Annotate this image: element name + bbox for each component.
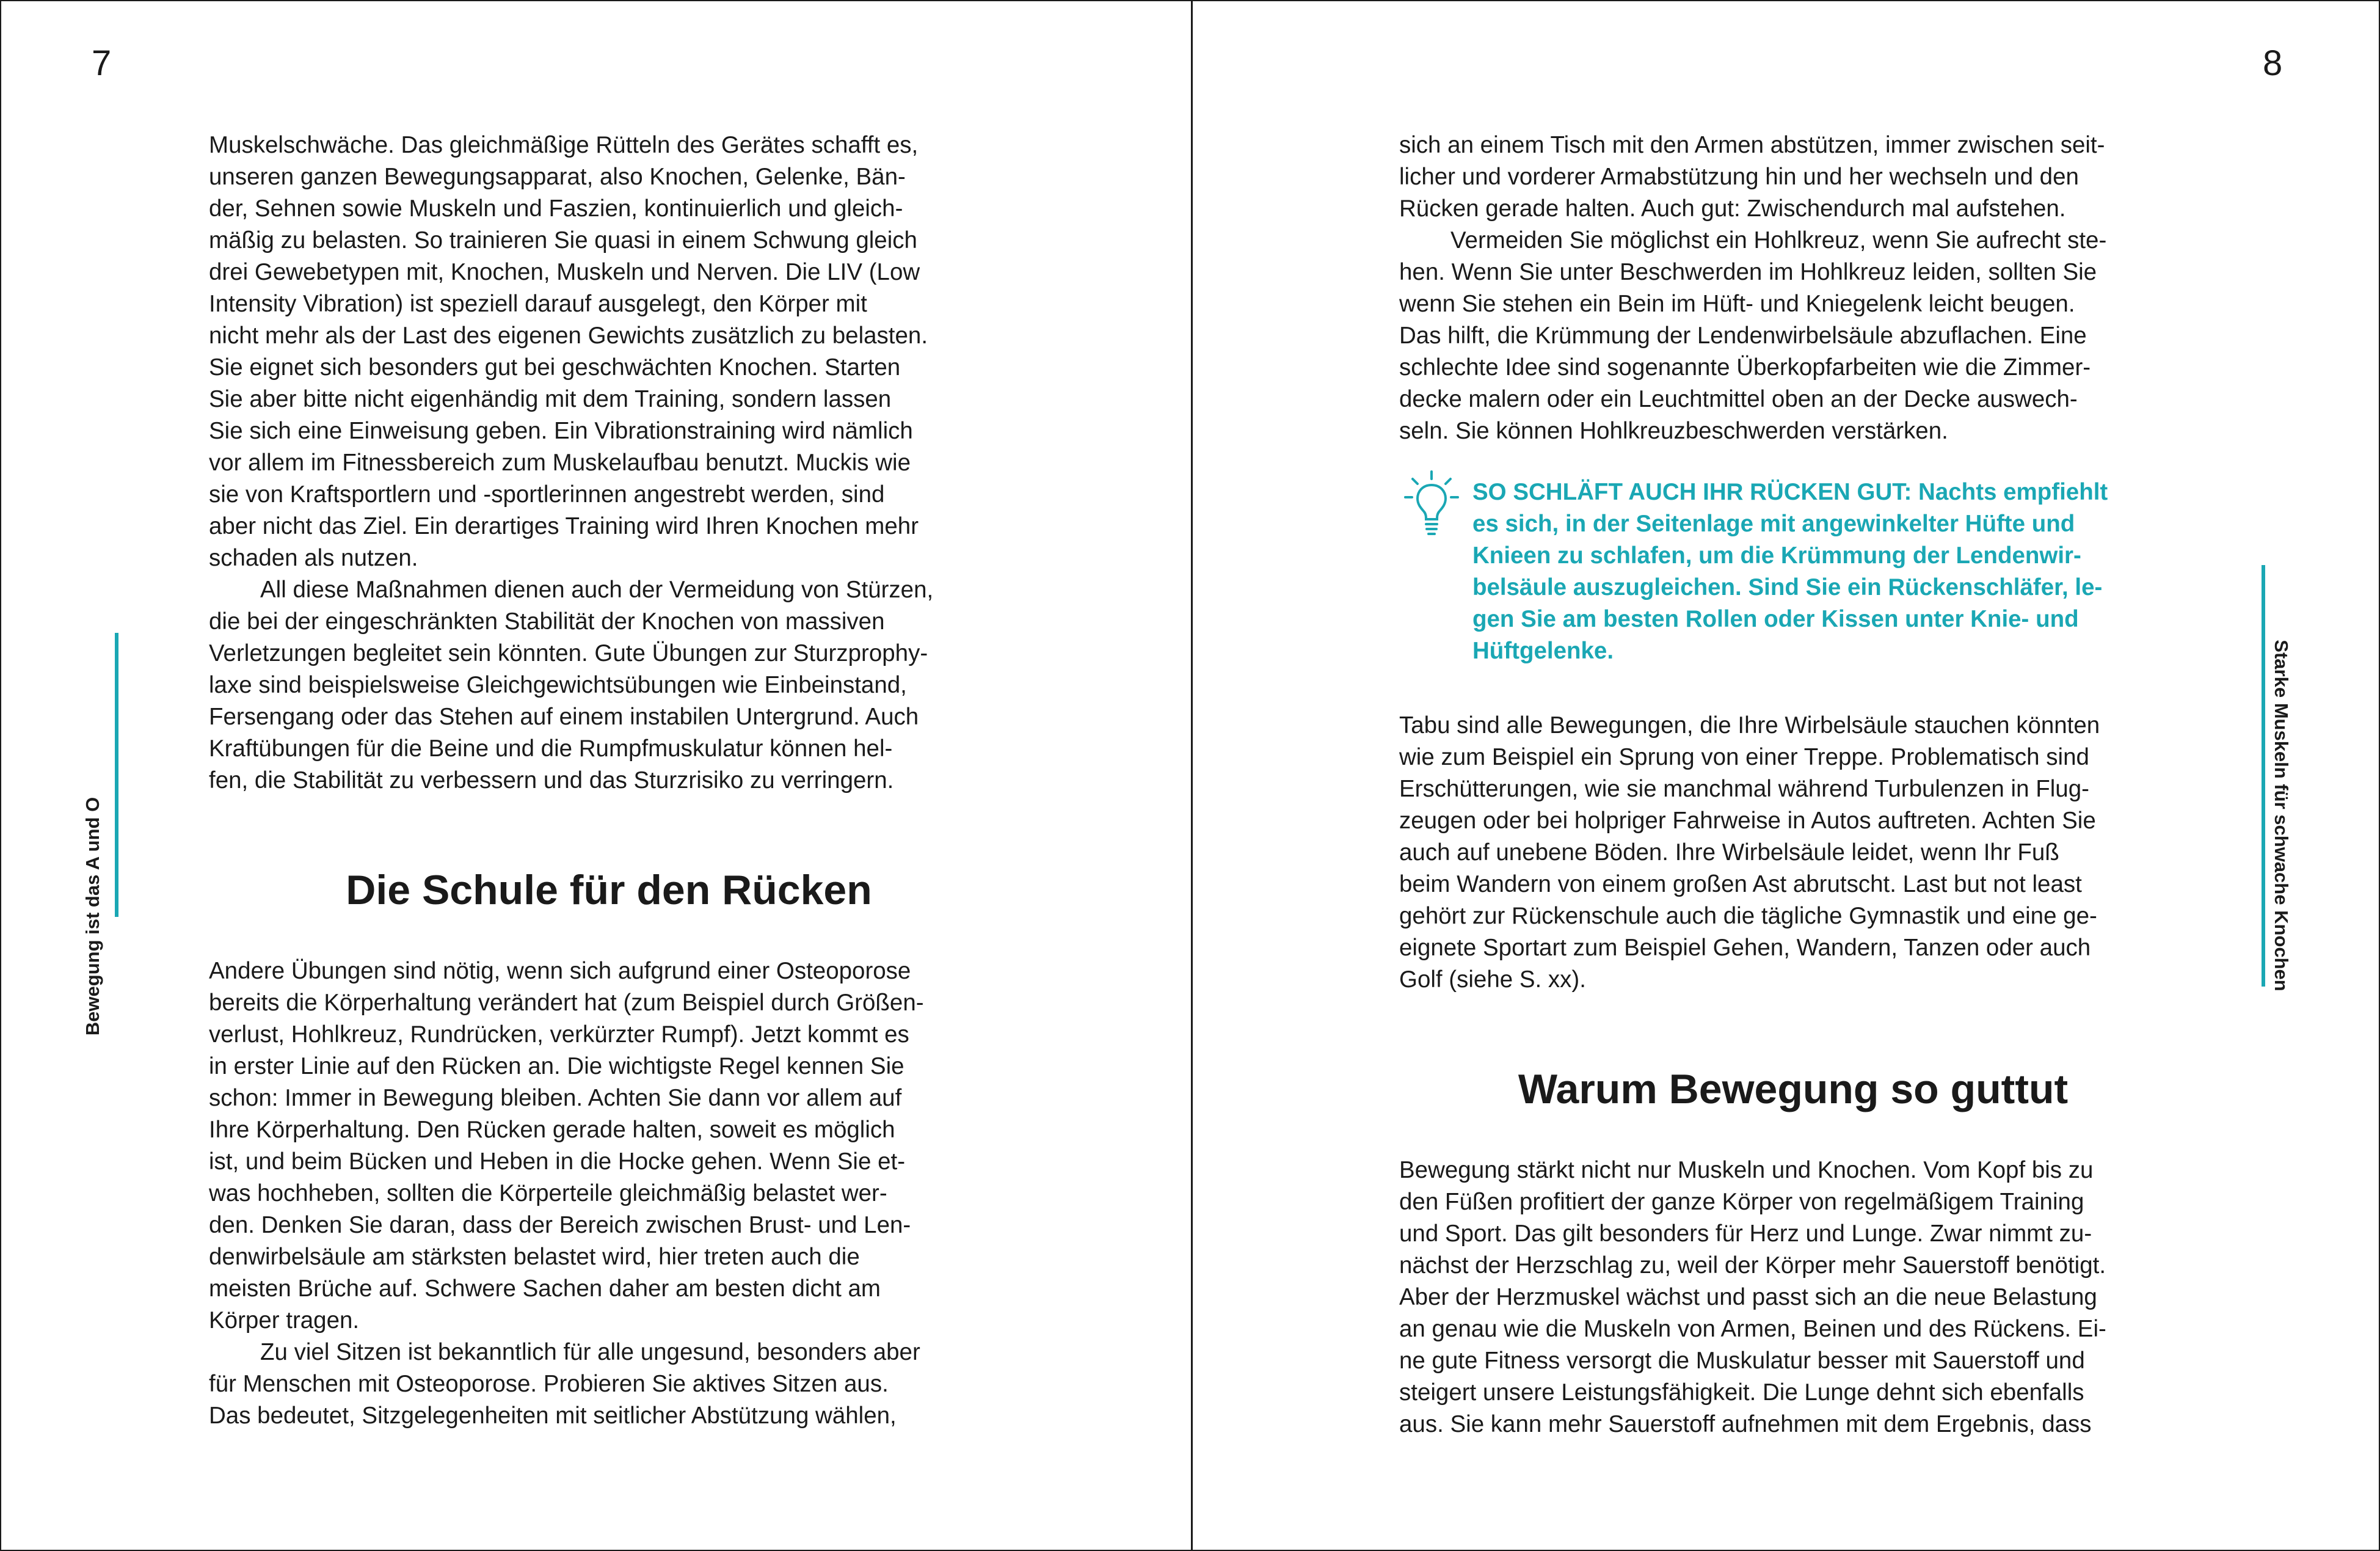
running-head-accent-right	[2262, 565, 2265, 987]
left-paragraph-4: Zu viel Sitzen ist bekanntlich für alle ungesund, besonders aber für Menschen mit Osteoporose. Probieren Sie aktives Sitzen aus. Das bedeutet, Sitzgelegenheiten mit seitlicher Abstützung wählen,	[209, 1339, 920, 1429]
tip-text: SO SCHLÄFT AUCH IHR RÜCKEN GUT: Nachts empfiehlt es sich, in der Seitenlage mit angewinkelter Hüfte und Knieen zu schlafen, um die Krümmung der Lendenwir- belsäule auszugleichen. Sind Sie ein Rückenschläfer, le- gen Sie am besten Rollen oder Kissen unter Knie- und Hüftgelenke.	[1472, 479, 2108, 664]
section-heading-ruecken: Die Schule für den Rücken	[346, 867, 872, 913]
right-paragraph-1: sich an einem Tisch mit den Armen abstützen, immer zwischen seit- licher und vorderer Armabstützung hin und her wechseln und den Rücken gerade halten. Auch gut: Zwischendurch mal aufstehen.	[1399, 132, 2105, 222]
page-number-right: 8	[2263, 43, 2283, 83]
tip-box	[1399, 476, 2187, 667]
right-paragraph-3: Tabu sind alle Bewegungen, die Ihre Wirbelsäule stauchen könnten wie zum Beispiel ein Sprung von einer Treppe. Problematisch sind Erschütterungen, wie sie manchmal während Turbulenzen in Flug- zeugen oder bei holpriger Fahrweise in Autos auftreten. Achten Sie auch auf unebene Böden. Ihre Wirbelsäule leidet, wenn Ihr Fuß beim Wandern von einem großen Ast abrutscht. Last but not least gehört zur Rückenschule auch die tägliche Gymnastik und eine ge- eignete Sportart zum Beispiel Gehen, Wandern, Tanzen oder auch Golf (siehe S. xx).	[1399, 712, 2100, 993]
right-page-column	[1399, 130, 2187, 1440]
right-paragraph-2: Vermeiden Sie möglichst ein Hohlkreuz, wenn Sie aufrecht ste- hen. Wenn Sie unter Beschwerden im Hohlkreuz leiden, sollten Sie wenn Sie stehen ein Bein im Hüft- und Kniegelenk leicht beugen. Das hilft, die Krümmung der Lendenwirbelsäule abzuflachen. Eine schlechte Idee sind sogenannte Überkopfarbeiten wie die Zimmer- decke malern oder ein Leuchtmittel oben an der Decke auswech- seln. Sie können Hohlkreuzbeschwerden verstärken.	[1399, 227, 2107, 444]
running-head-right: Starke Muskeln für schwache Knochen	[2271, 640, 2292, 991]
left-page-column	[209, 130, 1009, 1432]
right-paragraph-4: Bewegung stärkt nicht nur Muskeln und Knochen. Vom Kopf bis zu den Füßen profitiert der ganze Körper von regelmäßigem Training und Sport. Das gilt besonders für Herz und Lunge. Zwar nimmt zu- nächst der Herzschlag zu, weil der Körper mehr Sauerstoff benötigt. Aber der Herzmuskel wächst und passt sich an die neue Belastung an genau wie die Muskeln von Armen, Beinen und des Rückens. Ei- ne gute Fitness versorgt die Muskulatur besser mit Sauerstoff und steigert unsere Leistungsfähigkeit. Die Lunge dehnt sich ebenfalls aus. Sie kann mehr Sauerstoff aufnehmen mit dem Ergebnis, dass	[1399, 1157, 2106, 1437]
left-paragraph-2: All diese Maßnahmen dienen auch der Vermeidung von Stürzen, die bei der eingeschränkten Stabilität der Knochen von massiven Verletzungen begleitet sein könnten. Gute Übungen zur Sturzprophy- laxe sind beispielsweise Gleichgewichtsübungen wie Einbeinstand, Fersengang oder das Stehen auf einem instabilen Untergrund. Auch Kraftübungen für die Beine und die Rumpfmuskulatur können hel- fen, die Stabilität zu verbessern und das Sturzrisiko zu verringern.	[209, 577, 934, 794]
left-paragraph-1: Muskelschwäche. Das gleichmäßige Rütteln des Gerätes schafft es, unseren ganzen Bewegungsapparat, also Knochen, Gelenke, Bän- der, Sehnen sowie Muskeln und Faszien, kontinuierlich und gleich- mäßig zu belasten. So trainieren Sie quasi in einem Schwung gleich drei Gewebetypen mit, Knochen, Muskeln und Nerven. Die LIV (Low Intensity Vibration) ist speziell darauf ausgelegt, den Körper mit nicht mehr als der Last des eigenen Gewichts zusätzlich zu belasten. Sie eignet sich besonders gut bei geschwächten Knochen. Starten Sie aber bitte nicht eigenhändig mit dem Training, sondern lassen Sie sich eine Einweisung geben. Ein Vibrationstraining wird nämlich vor allem im Fitnessbereich zum Muskelaufbau benutzt. Muckis wie sie von Kraftsportlern und -sportlerinnen angestrebt werden, sind aber nicht das Ziel. Ein derartiges Training wird Ihren Knochen mehr schaden als nutzen.	[209, 132, 928, 571]
running-head-left: Bewegung ist das A und O	[82, 797, 103, 1036]
lightbulb-icon	[1404, 470, 1459, 538]
page-gutter	[1191, 0, 1193, 1551]
page-number-left: 7	[92, 43, 112, 83]
section-heading-bewegung: Warum Bewegung so guttut	[1518, 1066, 2069, 1112]
left-paragraph-3: Andere Übungen sind nötig, wenn sich aufgrund einer Osteoporose bereits die Körperhaltung verändert hat (zum Beispiel durch Größen- verlust, Hohlkreuz, Rundrücken, verkürzter Rumpf). Jetzt kommt es in erster Linie auf den Rücken an. Die wichtigste Regel kennen Sie schon: Immer in Bewegung bleiben. Achten Sie dann vor allem auf Ihre Körperhaltung. Den Rücken gerade halten, soweit es möglich ist, und beim Bücken und Heben in die Hocke gehen. Wenn Sie et- was hochheben, sollten die Körperteile gleichmäßig belastet wer- den. Denken Sie daran, dass der Bereich zwischen Brust- und Len- denwirbelsäule am stärksten belastet wird, hier treten auch die meisten Brüche auf. Schwere Sachen daher am besten dicht am Körper tragen.	[209, 958, 924, 1334]
running-head-accent-left	[115, 633, 118, 917]
